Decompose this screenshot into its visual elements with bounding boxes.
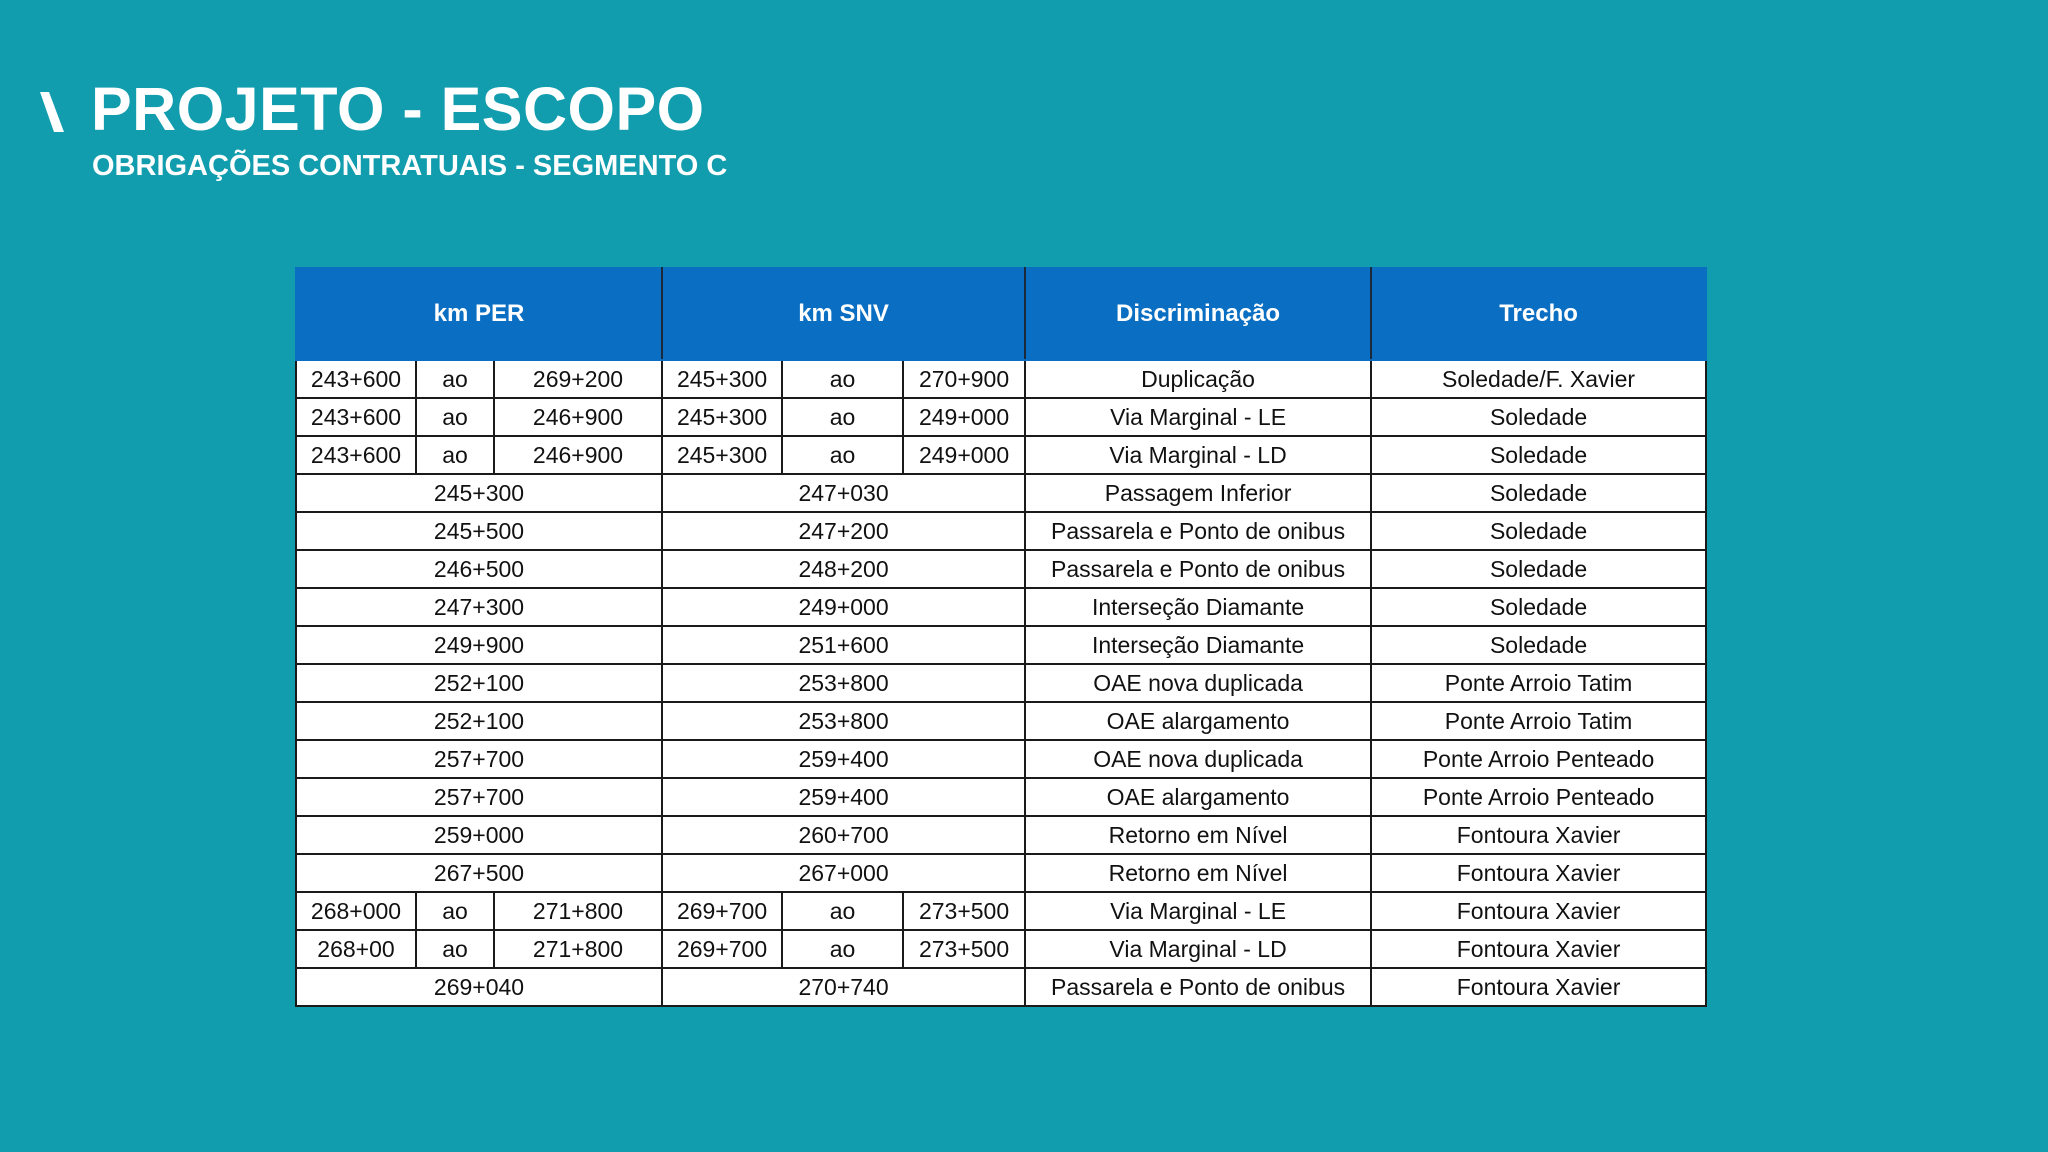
cell-km-per-to: 271+800: [494, 930, 662, 968]
cell-km-per: 257+700: [296, 740, 662, 778]
cell-km-per-separator: ao: [416, 930, 494, 968]
table-row: [296, 588, 1706, 626]
cell-km-per-separator: ao: [416, 398, 494, 436]
cell-discriminacao: Via Marginal - LD: [1025, 436, 1371, 474]
cell-km-snv: 247+200: [662, 512, 1025, 550]
cell-trecho: Fontoura Xavier: [1371, 930, 1706, 968]
cell-km-per-to: 269+200: [494, 360, 662, 398]
table-header-row: [296, 268, 1706, 360]
cell-km-snv-to: 273+500: [903, 892, 1025, 930]
cell-km-per-from: 268+000: [296, 892, 416, 930]
cell-km-per-from: 243+600: [296, 360, 416, 398]
cell-km-snv-separator: ao: [782, 360, 903, 398]
cell-km-snv: 253+800: [662, 664, 1025, 702]
header-km-per: km PER: [296, 268, 662, 360]
cell-discriminacao: Duplicação: [1025, 360, 1371, 398]
cell-discriminacao: Retorno em Nível: [1025, 816, 1371, 854]
cell-km-snv: 270+740: [662, 968, 1025, 1006]
cell-km-snv-to: 270+900: [903, 360, 1025, 398]
cell-km-per: 252+100: [296, 702, 662, 740]
cell-km-snv-from: 269+700: [662, 930, 782, 968]
cell-km-per: 249+900: [296, 626, 662, 664]
cell-trecho: Soledade: [1371, 398, 1706, 436]
cell-trecho: Soledade: [1371, 550, 1706, 588]
cell-km-per: 267+500: [296, 854, 662, 892]
cell-trecho: Soledade: [1371, 512, 1706, 550]
cell-trecho: Fontoura Xavier: [1371, 854, 1706, 892]
cell-trecho: Soledade: [1371, 436, 1706, 474]
cell-trecho: Fontoura Xavier: [1371, 892, 1706, 930]
cell-discriminacao: Passagem Inferior: [1025, 474, 1371, 512]
cell-km-per: 246+500: [296, 550, 662, 588]
cell-discriminacao: OAE nova duplicada: [1025, 664, 1371, 702]
cell-trecho: Soledade: [1371, 626, 1706, 664]
page-subtitle: OBRIGAÇÕES CONTRATUAIS - SEGMENTO C: [92, 150, 728, 182]
cell-km-snv: 249+000: [662, 588, 1025, 626]
cell-trecho: Soledade: [1371, 588, 1706, 626]
table-row: [296, 474, 1706, 512]
cell-km-snv-to: 249+000: [903, 398, 1025, 436]
cell-trecho: Ponte Arroio Tatim: [1371, 702, 1706, 740]
table-row: [296, 778, 1706, 816]
cell-km-snv-from: 245+300: [662, 436, 782, 474]
cell-km-snv-separator: ao: [782, 930, 903, 968]
table-row: [296, 892, 1706, 930]
cell-km-per-separator: ao: [416, 892, 494, 930]
cell-km-per-separator: ao: [416, 436, 494, 474]
header-trecho: Trecho: [1371, 268, 1706, 360]
table-row: [296, 360, 1706, 398]
cell-trecho: Ponte Arroio Penteado: [1371, 740, 1706, 778]
cell-km-per: 245+500: [296, 512, 662, 550]
cell-km-per-to: 246+900: [494, 436, 662, 474]
cell-km-snv-to: 273+500: [903, 930, 1025, 968]
cell-km-snv: 253+800: [662, 702, 1025, 740]
cell-discriminacao: Via Marginal - LE: [1025, 892, 1371, 930]
cell-km-per-to: 246+900: [494, 398, 662, 436]
cell-km-snv-separator: ao: [782, 398, 903, 436]
cell-discriminacao: Passarela e Ponto de onibus: [1025, 550, 1371, 588]
cell-km-snv: 251+600: [662, 626, 1025, 664]
header-km-snv: km SNV: [662, 268, 1025, 360]
cell-km-per: 245+300: [296, 474, 662, 512]
table-row: [296, 550, 1706, 588]
cell-discriminacao: Passarela e Ponto de onibus: [1025, 512, 1371, 550]
cell-discriminacao: Retorno em Nível: [1025, 854, 1371, 892]
cell-trecho: Ponte Arroio Tatim: [1371, 664, 1706, 702]
cell-km-snv-from: 245+300: [662, 360, 782, 398]
cell-discriminacao: Via Marginal - LD: [1025, 930, 1371, 968]
table-row: [296, 626, 1706, 664]
scope-table: [295, 267, 1707, 1007]
cell-discriminacao: OAE nova duplicada: [1025, 740, 1371, 778]
logo-slash-icon: [40, 92, 64, 132]
cell-km-snv-separator: ao: [782, 892, 903, 930]
cell-km-snv-from: 245+300: [662, 398, 782, 436]
cell-km-per-separator: ao: [416, 360, 494, 398]
cell-discriminacao: OAE alargamento: [1025, 778, 1371, 816]
table-row: [296, 740, 1706, 778]
cell-km-per: 252+100: [296, 664, 662, 702]
table-row: [296, 436, 1706, 474]
cell-trecho: Ponte Arroio Penteado: [1371, 778, 1706, 816]
cell-km-snv-from: 269+700: [662, 892, 782, 930]
table-row: [296, 854, 1706, 892]
table-row: [296, 968, 1706, 1006]
cell-trecho: Fontoura Xavier: [1371, 816, 1706, 854]
cell-km-snv: 260+700: [662, 816, 1025, 854]
table-row: [296, 702, 1706, 740]
cell-discriminacao: Interseção Diamante: [1025, 588, 1371, 626]
table-row: [296, 816, 1706, 854]
cell-km-snv: 247+030: [662, 474, 1025, 512]
cell-km-per-to: 271+800: [494, 892, 662, 930]
cell-km-snv: 259+400: [662, 740, 1025, 778]
cell-discriminacao: Via Marginal - LE: [1025, 398, 1371, 436]
cell-km-per-from: 243+600: [296, 398, 416, 436]
table-row: [296, 512, 1706, 550]
cell-km-per-from: 243+600: [296, 436, 416, 474]
cell-km-snv-to: 249+000: [903, 436, 1025, 474]
cell-trecho: Soledade/F. Xavier: [1371, 360, 1706, 398]
table-row: [296, 930, 1706, 968]
cell-km-snv-separator: ao: [782, 436, 903, 474]
table-body: [296, 360, 1706, 1006]
cell-km-per: 247+300: [296, 588, 662, 626]
table-row: [296, 398, 1706, 436]
cell-km-snv: 248+200: [662, 550, 1025, 588]
page-title: PROJETO - ESCOPO: [91, 75, 705, 143]
cell-trecho: Fontoura Xavier: [1371, 968, 1706, 1006]
cell-discriminacao: Passarela e Ponto de onibus: [1025, 968, 1371, 1006]
table-row: [296, 664, 1706, 702]
cell-km-per: 259+000: [296, 816, 662, 854]
cell-km-per: 269+040: [296, 968, 662, 1006]
cell-discriminacao: OAE alargamento: [1025, 702, 1371, 740]
cell-trecho: Soledade: [1371, 474, 1706, 512]
cell-km-snv: 267+000: [662, 854, 1025, 892]
cell-km-snv: 259+400: [662, 778, 1025, 816]
cell-km-per-from: 268+00: [296, 930, 416, 968]
cell-discriminacao: Interseção Diamante: [1025, 626, 1371, 664]
cell-km-per: 257+700: [296, 778, 662, 816]
header-discriminacao: Discriminação: [1025, 268, 1371, 360]
